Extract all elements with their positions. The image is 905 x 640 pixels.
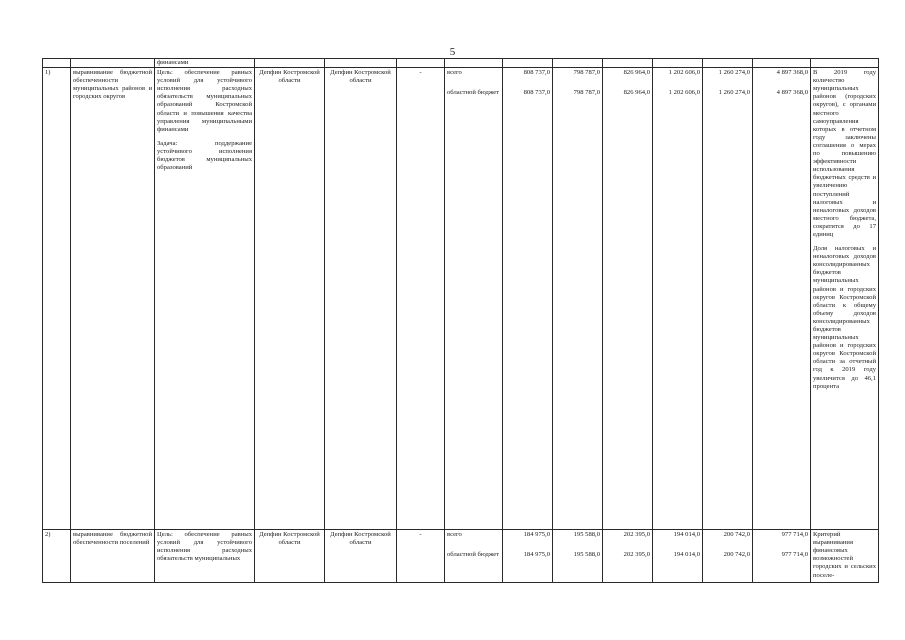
value-budget: 4 897 368,0 (776, 89, 808, 97)
value-budget: 808 737,0 (523, 89, 550, 97)
value-budget: 1 202 606,0 (668, 89, 700, 97)
source-total: всего (447, 69, 462, 77)
value-total: 184 975,0 (523, 531, 550, 539)
result-cell (811, 68, 879, 530)
dash-cell: - (397, 68, 445, 530)
dash-cell: - (397, 530, 445, 583)
value-total: 1 260 274,0 (718, 69, 750, 77)
value-budget: 826 964,0 (623, 89, 650, 97)
year-value-cell (653, 68, 703, 530)
value-total: 202 395,0 (623, 531, 650, 539)
value-total: 1 202 606,0 (668, 69, 700, 77)
continuation-row (43, 59, 879, 68)
value-total: 4 897 368,0 (776, 69, 808, 77)
value-budget: 1 260 274,0 (718, 89, 750, 97)
value-total: 826 964,0 (623, 69, 650, 77)
goal-continuation: финансами (155, 59, 255, 68)
page-number: 5 (449, 46, 456, 58)
value-total: 977 714,0 (781, 531, 808, 539)
year-value-cell (753, 68, 811, 530)
funding-source-cell (445, 68, 503, 530)
year-value-cell (753, 530, 811, 583)
value-budget: 977 714,0 (781, 551, 808, 559)
measure-name: выравнивание бюджетной обеспеченности муниципальных районов и городских округов (71, 68, 155, 530)
year-value-cell (603, 68, 653, 530)
task-text: Задача: поддержание устойчивого исполнения бюджетов муниципальных образований (157, 139, 252, 172)
program-table (42, 58, 879, 583)
table-row (43, 68, 879, 530)
value-budget: 202 395,0 (623, 551, 650, 559)
year-value-cell (553, 68, 603, 530)
year-value-cell (703, 530, 753, 583)
value-budget: 195 588,0 (573, 551, 600, 559)
row-number: 2) (43, 530, 71, 583)
row-number: 1) (43, 68, 71, 530)
table-row (43, 530, 879, 583)
value-budget: 184 975,0 (523, 551, 550, 559)
funding-source-cell (445, 530, 503, 583)
result-text-1: В 2019 году количество муниципальных районов (городских округов), с органами местного самоуправления которых в отчетном году заключены соглашения о мерах по повышению эффективности использования бюджетных средств и увеличению поступлений налоговых и неналоговых доходов местного бюджета, сократится до 17 единиц (813, 69, 876, 238)
value-total: 195 588,0 (573, 531, 600, 539)
goal-text: Цель: обеспечение равных условий для устойчивого исполнения расходных обязательств муниципальных образований Костромской области и повышения качества управления муниципальными финансами (157, 69, 252, 133)
value-total: 194 014,0 (673, 531, 700, 539)
goal-task-cell (155, 68, 255, 530)
measure-name: выравнивание бюджетной обеспеченности поселений (71, 530, 155, 583)
value-budget: 194 014,0 (673, 551, 700, 559)
goal-cell: Цель: обеспечение равных условий для устойчивого исполнения расходных обязательств муниципальных (155, 530, 255, 583)
value-budget: 798 787,0 (573, 89, 600, 97)
result-cell: Критерий выравнивания финансовых возможностей городских и сельских поселе- (811, 530, 879, 583)
coexecutor: Депфин Костромской области (325, 530, 397, 583)
year-value-cell (603, 530, 653, 583)
value-total: 808 737,0 (523, 69, 550, 77)
year-value-cell (553, 530, 603, 583)
value-total: 200 742,0 (723, 531, 750, 539)
value-budget: 200 742,0 (723, 551, 750, 559)
year-value-cell (503, 530, 553, 583)
executor: Депфин Костромской области (255, 530, 325, 583)
source-budget: областной бюджет (447, 89, 500, 97)
executor: Депфин Костромской области (255, 68, 325, 530)
value-total: 798 787,0 (573, 69, 600, 77)
year-value-cell (703, 68, 753, 530)
source-budget: областной бюджет (447, 551, 500, 559)
source-total: всего (447, 531, 462, 539)
result-text-2: Доля налоговых и неналоговых доходов консолидированных бюджетов муниципальных районов и городских округов Костромской области к общему объему доходов консолидированных бюджетов муниципальных районов и городских округов Костромской области за отчетный год к 2019 году увеличится до 46,1 процента (813, 245, 876, 390)
year-value-cell (653, 530, 703, 583)
coexecutor: Депфин Костромской области (325, 68, 397, 530)
year-value-cell (503, 68, 553, 530)
